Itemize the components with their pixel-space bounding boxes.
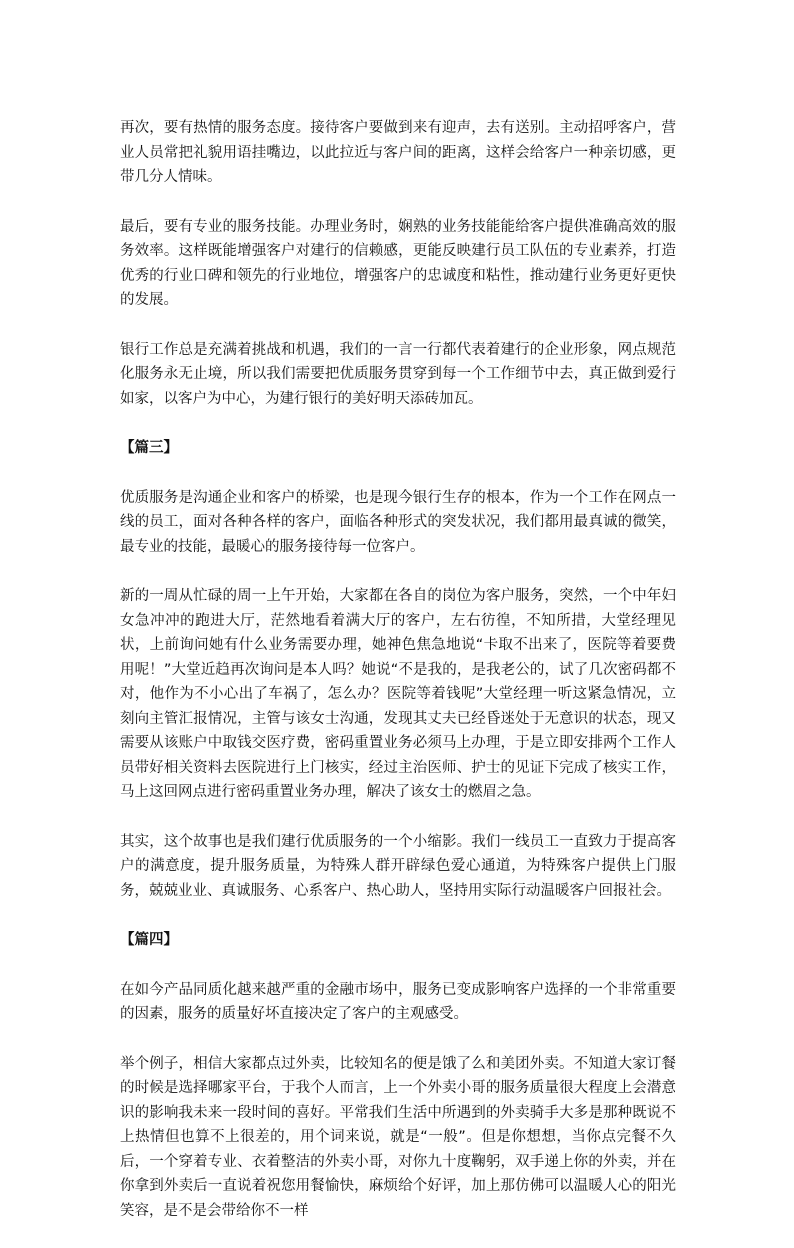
paragraph-financial-market: 在如今产品同质化越来越严重的金融市场中，服务已变成影响客户选择的一个非常重要的因素，服务的质量好坏直接决定了客户的主观感受。	[120, 981, 676, 1022]
paragraph-service-attitude: 再次，要有热情的服务态度。接待客户要做到来有迎声，去有送别。主动招呼客户，营业人员常把礼貌用语挂嘴边，以此拉近与客户间的距离，这样会给客户一种亲切感，更带几分人情味。	[120, 120, 676, 185]
section-heading-part-three: 【篇三】	[120, 440, 178, 456]
paragraph-delivery-example: 举个例子，相信大家都点过外卖，比较知名的便是饿了么和美团外卖。不知道大家订餐的时候是选择哪家平台，于我个人而言，上一个外卖小哥的服务质量很大程度上会潜意识的影响我未来一段时间的喜好。平常我们生活中所遇到的外卖骑手大多是那种既说不上热情但也算不上很差的，用个词来说，就是“一般”。但是你想想，当你点完餐不久后，一个穿着专业、衣着整洁的外卖小哥，对你九十度鞠躬，双手递上你的外卖，并在你拿到外卖后一直说着祝您用餐愉快，麻烦给个好评，加上那仿佛可以温暖人心的阳光笑容，是不是会带给你不一样	[120, 1055, 676, 1219]
paragraph-bank-work-conclusion: 银行工作总是充满着挑战和机遇，我们的一言一行都代表着建行的企业形象，网点规范化服务永无止境，所以我们需要把优质服务贯穿到每一个工作细节中去，真正做到爱行如家，以客户为中心，为建行银行的美好明天添砖加瓦。	[120, 341, 676, 407]
paragraph-story-emergency: 新的一周从忙碌的周一上午开始，大家都在各自的岗位为客户服务，突然，一个中年妇女急冲冲的跑进大厅，茫然地看着满大厅的客户，左右彷徨，不知所措，大堂经理见状，上前询问她有什么业务需要办理，她神色焦急地说“卡取不出来了，医院等着要费用呢！”大堂近趋再次询问是本人吗？她说“不是我的，是我老公的，试了几次密码都不对，他作为不小心出了车祸了，怎么办？医院等着钱呢”大堂经理一听这紧急情况，立刻向主管汇报情况，主管与该女士沟通，发现其丈夫已经昏迷处于无意识的状态，现又需要从该账户中取钱交医疗费，密码重置业务必须马上办理，于是立即安排两个工作人员带好相关资料去医院进行上门核实，经过主治医师、护士的见证下完成了核实工作，马上这回网点进行密码重置业务办理，解决了该女士的燃眉之急。	[120, 588, 676, 800]
document-body	[120, 116, 676, 1248]
paragraph-quality-service-bridge: 优质服务是沟通企业和客户的桥梁，也是现今银行生存的根本，作为一个工作在网点一线的员工，面对各种各样的客户，面临各种形式的突发状况，我们都用最真诚的微笑，最专业的技能，最暖心的服务接待每一位客户。	[120, 489, 676, 555]
paragraph-story-summary: 其实，这个故事也是我们建行优质服务的一个小缩影。我们一线员工一直致力于提高客户的满意度，提升服务质量，为特殊人群开辟绿色爱心通道，为特殊客户提供上门服务，兢兢业业、真诚服务、心系客户、热心助人，坚持用实际行动温暖客户回报社会。	[120, 833, 676, 899]
section-heading-part-four: 【篇四】	[120, 932, 178, 948]
paragraph-professional-skills: 最后，要有专业的服务技能。办理业务时，娴熟的业务技能能给客户提供准确高效的服务效率。这样既能增强客户对建行的信赖感，更能反映建行员工队伍的专业素养，打造优秀的行业口碑和领先的行业地位，增强客户的忠诚度和粘性，推动建行业务更好更快的发展。	[120, 218, 676, 308]
